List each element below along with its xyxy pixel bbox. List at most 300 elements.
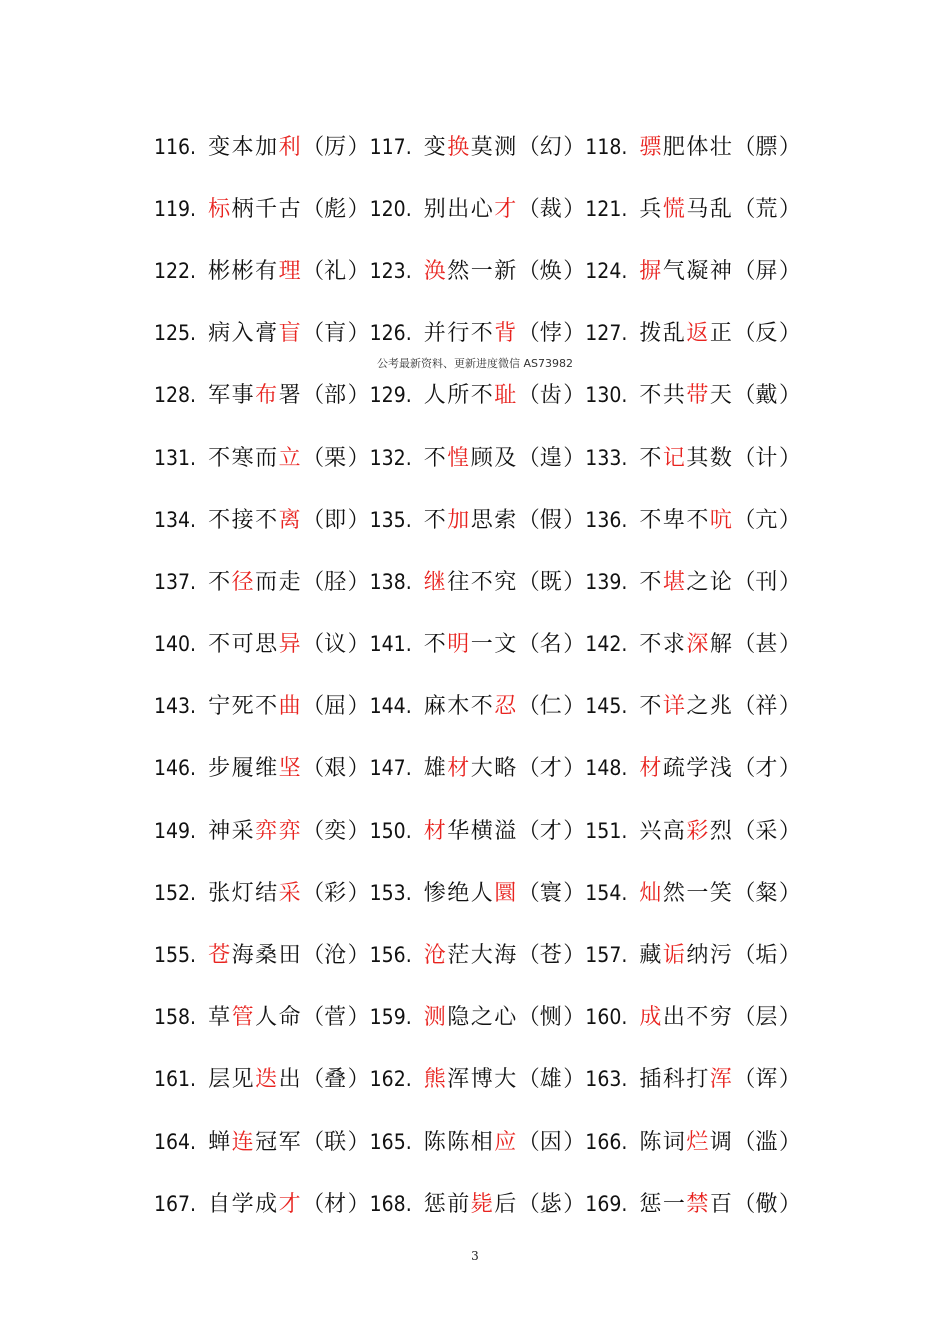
idiom-entry	[370, 503, 586, 534]
wrong-character: 坚	[278, 756, 303, 782]
open-paren: （	[733, 321, 756, 347]
item-number: 169.	[585, 1191, 628, 1216]
idiom-text-after: 气凝神	[662, 258, 734, 284]
open-paren: （	[733, 507, 756, 533]
idiom-text-before: 宁死不	[208, 694, 279, 720]
item-number: 150.	[369, 818, 412, 843]
idiom-text-after: 隐之心	[447, 1005, 518, 1031]
wrong-character: 继	[423, 569, 448, 595]
item-number: 161.	[154, 1067, 197, 1092]
item-number: 129.	[369, 383, 412, 408]
wrong-character: 彩	[686, 818, 710, 844]
close-paren: ）	[563, 321, 586, 347]
idiom-entry	[370, 814, 586, 845]
open-paren: （	[733, 880, 756, 906]
correct-character: 假	[539, 507, 564, 533]
close-paren: ）	[347, 258, 370, 284]
idiom-text-after: 后	[494, 1191, 518, 1217]
idiom-entry	[370, 751, 586, 782]
wrong-character: 盲	[278, 321, 303, 347]
close-paren: ）	[347, 694, 370, 720]
idiom-entry	[370, 689, 586, 720]
wrong-character: 应	[494, 1129, 518, 1155]
correct-character: 联	[324, 1129, 348, 1155]
idiom-text-before: 彬彬有	[208, 258, 279, 284]
open-paren: （	[733, 756, 756, 782]
idiom-text-before: 不寒而	[208, 445, 279, 471]
close-paren: ）	[563, 818, 586, 844]
idiom-text-before: 藏	[639, 943, 663, 969]
open-paren: （	[517, 756, 540, 782]
idiom-entry	[370, 1187, 586, 1218]
open-paren: （	[517, 1005, 540, 1031]
close-paren: ）	[778, 258, 801, 284]
item-number: 119.	[154, 196, 197, 221]
close-paren: ）	[563, 1067, 586, 1093]
open-paren: （	[302, 445, 325, 471]
wrong-character: 详	[662, 694, 687, 720]
idiom-entry	[154, 378, 370, 409]
open-paren: （	[302, 383, 325, 409]
close-paren: ）	[563, 383, 586, 409]
item-number: 142.	[585, 632, 628, 657]
idiom-row	[154, 798, 804, 860]
open-paren: （	[517, 880, 540, 906]
idiom-text-after: 而走	[255, 569, 303, 595]
idiom-entry	[154, 814, 370, 845]
item-number: 141.	[369, 632, 412, 657]
correct-character: 胫	[324, 569, 348, 595]
correct-character: 艰	[324, 756, 348, 782]
wrong-character: 材	[639, 756, 663, 782]
correct-character: 恻	[539, 1005, 564, 1031]
open-paren: （	[302, 321, 325, 347]
item-number: 138.	[369, 569, 412, 594]
correct-character: 材	[324, 1191, 348, 1217]
item-number: 122.	[154, 258, 197, 283]
idiom-text-after: 顾及	[470, 445, 518, 471]
idiom-text-before: 人所不	[423, 383, 495, 409]
idiom-text-before: 插科打	[639, 1067, 710, 1093]
idiom-text-before: 病入膏	[208, 321, 279, 347]
item-number: 148.	[585, 756, 628, 781]
close-paren: ）	[347, 569, 370, 595]
idiom-text-after: 然一新	[447, 258, 518, 284]
wrong-character: 吭	[709, 507, 734, 533]
open-paren: （	[517, 383, 540, 409]
wrong-character: 圜	[494, 880, 518, 906]
item-number: 124.	[585, 258, 628, 283]
open-paren: （	[517, 134, 540, 160]
open-paren: （	[733, 258, 756, 284]
idiom-entry	[585, 689, 801, 720]
correct-character: 彩	[324, 880, 348, 906]
item-number: 139.	[585, 569, 628, 594]
wrong-character: 异	[278, 632, 303, 658]
item-number: 140.	[154, 632, 197, 657]
close-paren: ）	[347, 445, 370, 471]
idiom-entry	[370, 254, 586, 285]
idiom-entry	[585, 565, 801, 596]
correct-character: 焕	[539, 258, 564, 284]
idiom-text-after: 烈	[709, 818, 734, 844]
idiom-row	[154, 425, 804, 487]
wrong-character: 才	[278, 1191, 303, 1217]
item-number: 152.	[154, 880, 197, 905]
idiom-text-before: 军事	[208, 383, 256, 409]
correct-character: 部	[324, 383, 348, 409]
idiom-text-after: 解	[709, 632, 734, 658]
item-number: 144.	[369, 694, 412, 719]
idiom-entry	[154, 1000, 370, 1031]
close-paren: ）	[563, 756, 586, 782]
close-paren: ）	[778, 321, 801, 347]
close-paren: ）	[347, 196, 370, 222]
idiom-row	[154, 612, 804, 674]
item-number: 121.	[585, 196, 628, 221]
close-paren: ）	[563, 258, 586, 284]
item-number: 159.	[369, 1005, 412, 1030]
item-number: 158.	[154, 1005, 197, 1030]
close-paren: ）	[778, 569, 801, 595]
correct-character: 议	[324, 632, 348, 658]
idiom-entry	[585, 316, 801, 347]
item-number: 146.	[154, 756, 197, 781]
idiom-row	[154, 114, 804, 176]
idiom-row	[154, 860, 804, 922]
close-paren: ）	[778, 756, 801, 782]
idiom-text-after: 调	[709, 1129, 734, 1155]
correct-character: 菅	[324, 1005, 348, 1031]
wrong-character: 才	[494, 196, 518, 222]
idiom-text-before: 张灯结	[208, 880, 279, 906]
item-number: 123.	[369, 258, 412, 283]
item-number: 168.	[369, 1191, 412, 1216]
idiom-entry	[585, 441, 801, 472]
close-paren: ）	[347, 134, 370, 160]
close-paren: ）	[347, 632, 370, 658]
idiom-text-after: 冠军	[255, 1129, 303, 1155]
close-paren: ）	[347, 1129, 370, 1155]
correct-character: 才	[755, 756, 779, 782]
idiom-text-before: 不	[639, 445, 663, 471]
open-paren: （	[517, 196, 540, 222]
idiom-row	[154, 674, 804, 736]
open-paren: （	[733, 445, 756, 471]
correct-character: 粲	[755, 880, 779, 906]
idiom-text-before: 别出心	[423, 196, 495, 222]
correct-character: 厉	[324, 134, 348, 160]
open-paren: （	[302, 1005, 325, 1031]
correct-character: 即	[324, 507, 348, 533]
close-paren: ）	[563, 507, 586, 533]
idiom-text-before: 不共	[639, 383, 687, 409]
wrong-character: 采	[278, 880, 303, 906]
correct-character: 裁	[539, 196, 564, 222]
wrong-character: 换	[447, 134, 471, 160]
idiom-text-before: 不	[423, 507, 448, 533]
idiom-text-after: 柄千古	[231, 196, 303, 222]
idiom-entry	[370, 1062, 586, 1093]
idiom-entry	[154, 565, 370, 596]
open-paren: （	[302, 818, 325, 844]
idiom-text-after: 浑博大	[447, 1067, 518, 1093]
item-number: 155.	[154, 943, 197, 968]
open-paren: （	[733, 1005, 756, 1031]
item-number: 143.	[154, 694, 197, 719]
idiom-row	[154, 736, 804, 798]
idiom-text-before: 不	[208, 569, 232, 595]
correct-character: 戴	[755, 383, 779, 409]
correct-character: 才	[539, 756, 564, 782]
item-number: 128.	[154, 383, 197, 408]
open-paren: （	[733, 196, 756, 222]
idiom-text-before: 不可思	[208, 632, 279, 658]
idiom-text-before: 惩一	[639, 1191, 687, 1217]
open-paren: （	[517, 1129, 540, 1155]
idiom-text-before: 变本加	[208, 134, 279, 160]
idiom-text-after: 海桑田	[231, 943, 303, 969]
idiom-text-before: 兴高	[639, 818, 687, 844]
idiom-text-after: 纳污	[686, 943, 734, 969]
wrong-character: 惶	[447, 445, 471, 471]
correct-character: 栗	[324, 445, 348, 471]
idiom-text-after: 茫大海	[447, 943, 518, 969]
idiom-entry	[154, 316, 370, 347]
item-number: 130.	[585, 383, 628, 408]
correct-character: 诨	[755, 1067, 779, 1093]
open-paren: （	[302, 507, 325, 533]
correct-character: 毖	[539, 1191, 564, 1217]
idiom-entry	[585, 751, 801, 782]
correct-character: 齿	[539, 383, 564, 409]
idiom-entry	[154, 751, 370, 782]
wrong-character: 连	[231, 1129, 256, 1155]
wrong-character: 沧	[423, 943, 448, 969]
correct-character: 亢	[755, 507, 779, 533]
correct-character: 悖	[539, 321, 564, 347]
idiom-text-after: 署	[278, 383, 303, 409]
correct-character: 屈	[324, 694, 348, 720]
close-paren: ）	[563, 134, 586, 160]
item-number: 134.	[154, 507, 197, 532]
close-paren: ）	[778, 818, 801, 844]
close-paren: ）	[563, 1191, 586, 1217]
wrong-character: 测	[423, 1005, 448, 1031]
open-paren: （	[517, 445, 540, 471]
correct-character: 名	[539, 632, 564, 658]
idiom-text-before: 蝉	[208, 1129, 232, 1155]
open-paren: （	[302, 134, 325, 160]
item-number: 137.	[154, 569, 197, 594]
open-paren: （	[733, 1067, 756, 1093]
idiom-text-after: 其数	[686, 445, 734, 471]
idiom-entry	[585, 1062, 801, 1093]
idiom-text-after: 一文	[470, 632, 518, 658]
idiom-text-before: 陈陈相	[423, 1129, 495, 1155]
correct-character: 刊	[755, 569, 779, 595]
idiom-entry	[370, 130, 586, 161]
wrong-character: 明	[447, 632, 471, 658]
correct-character: 沧	[324, 943, 348, 969]
open-paren: （	[302, 943, 325, 969]
close-paren: ）	[563, 694, 586, 720]
correct-character: 幻	[539, 134, 564, 160]
item-number: 162.	[369, 1067, 412, 1092]
watermark: 公考最新资料、更新进度微信 AS73982	[377, 357, 573, 370]
idiom-text-before: 变	[423, 134, 448, 160]
wrong-character: 利	[278, 134, 303, 160]
idiom-entry	[154, 876, 370, 907]
idiom-text-before: 自学成	[208, 1191, 279, 1217]
idiom-list	[154, 114, 804, 1233]
close-paren: ）	[563, 569, 586, 595]
wrong-character: 迭	[255, 1067, 279, 1093]
close-paren: ）	[347, 1005, 370, 1031]
close-paren: ）	[347, 818, 370, 844]
item-number: 145.	[585, 694, 628, 719]
item-number: 117.	[369, 134, 412, 159]
idiom-text-before: 并行不	[423, 321, 495, 347]
idiom-text-before: 不	[423, 632, 448, 658]
idiom-row	[154, 363, 804, 425]
idiom-row	[154, 1047, 804, 1109]
open-paren: （	[302, 1067, 325, 1093]
correct-character: 儆	[755, 1191, 779, 1217]
close-paren: ）	[778, 445, 801, 471]
open-paren: （	[302, 258, 325, 284]
close-paren: ）	[347, 1191, 370, 1217]
correct-character: 既	[539, 569, 564, 595]
item-number: 116.	[154, 134, 197, 159]
close-paren: ）	[778, 632, 801, 658]
correct-character: 奕	[324, 818, 348, 844]
idiom-entry	[370, 192, 586, 223]
item-number: 118.	[585, 134, 628, 159]
open-paren: （	[302, 632, 325, 658]
idiom-text-before: 陈词	[639, 1129, 687, 1155]
close-paren: ）	[778, 880, 801, 906]
close-paren: ）	[563, 632, 586, 658]
idiom-text-after: 之论	[686, 569, 734, 595]
open-paren: （	[733, 569, 756, 595]
wrong-character: 径	[231, 569, 256, 595]
item-number: 133.	[585, 445, 628, 470]
wrong-character: 曲	[278, 694, 303, 720]
open-paren: （	[302, 1191, 325, 1217]
idiom-text-after: 然一笑	[662, 880, 734, 906]
idiom-row	[154, 487, 804, 549]
item-number: 163.	[585, 1067, 628, 1092]
idiom-entry	[154, 1187, 370, 1218]
correct-character: 荒	[755, 196, 779, 222]
open-paren: （	[517, 818, 540, 844]
idiom-text-after: 莫测	[470, 134, 518, 160]
idiom-row	[154, 1109, 804, 1171]
wrong-character: 堪	[662, 569, 687, 595]
open-paren: （	[302, 196, 325, 222]
correct-character: 仁	[539, 694, 564, 720]
idiom-text-after: 之兆	[686, 694, 734, 720]
idiom-row	[154, 301, 804, 363]
item-number: 166.	[585, 1129, 628, 1154]
idiom-entry	[154, 254, 370, 285]
correct-character: 雄	[539, 1067, 564, 1093]
idiom-text-after: 肥体壮	[662, 134, 734, 160]
idiom-text-before: 草	[208, 1005, 232, 1031]
idiom-text-before: 步履维	[208, 756, 279, 782]
open-paren: （	[302, 569, 325, 595]
correct-character: 寰	[539, 880, 564, 906]
close-paren: ）	[563, 1129, 586, 1155]
correct-character: 因	[539, 1129, 564, 1155]
item-number: 126.	[369, 321, 412, 346]
idiom-entry	[154, 441, 370, 472]
idiom-entry	[154, 1125, 370, 1156]
idiom-entry	[585, 1187, 801, 1218]
item-number: 167.	[154, 1191, 197, 1216]
open-paren: （	[733, 134, 756, 160]
wrong-character: 材	[423, 818, 448, 844]
item-number: 135.	[369, 507, 412, 532]
idiom-entry	[154, 627, 370, 658]
idiom-entry	[154, 689, 370, 720]
idiom-row	[154, 238, 804, 300]
wrong-character: 记	[662, 445, 687, 471]
close-paren: ）	[347, 880, 370, 906]
correct-character: 彪	[324, 196, 348, 222]
correct-character: 叠	[324, 1067, 348, 1093]
wrong-character: 苍	[208, 943, 232, 969]
item-number: 132.	[369, 445, 412, 470]
wrong-character: 理	[278, 258, 303, 284]
item-number: 125.	[154, 321, 197, 346]
close-paren: ）	[563, 1005, 586, 1031]
close-paren: ）	[778, 1067, 801, 1093]
close-paren: ）	[563, 943, 586, 969]
correct-character: 屏	[755, 258, 779, 284]
wrong-character: 立	[278, 445, 303, 471]
wrong-character: 摒	[639, 258, 663, 284]
open-paren: （	[517, 694, 540, 720]
wrong-character: 离	[278, 507, 303, 533]
open-paren: （	[517, 632, 540, 658]
close-paren: ）	[778, 196, 801, 222]
idiom-entry	[154, 130, 370, 161]
open-paren: （	[517, 321, 540, 347]
idiom-text-after: 华横溢	[447, 818, 518, 844]
close-paren: ）	[347, 383, 370, 409]
idiom-text-after: 往不究	[447, 569, 518, 595]
wrong-character: 浑	[709, 1067, 734, 1093]
idiom-row	[154, 1171, 804, 1233]
wrong-character: 烂	[686, 1129, 710, 1155]
idiom-entry	[154, 503, 370, 534]
page-number: 3	[471, 1249, 479, 1263]
idiom-text-after: 天	[709, 383, 734, 409]
idiom-entry	[154, 192, 370, 223]
correct-character: 才	[539, 818, 564, 844]
close-paren: ）	[778, 507, 801, 533]
idiom-text-after: 出不穷	[662, 1005, 734, 1031]
idiom-text-before: 神采	[208, 818, 256, 844]
correct-character: 采	[755, 818, 779, 844]
wrong-character: 骠	[639, 134, 663, 160]
wrong-character: 布	[255, 383, 279, 409]
open-paren: （	[733, 383, 756, 409]
wrong-character: 深	[686, 632, 710, 658]
close-paren: ）	[563, 196, 586, 222]
